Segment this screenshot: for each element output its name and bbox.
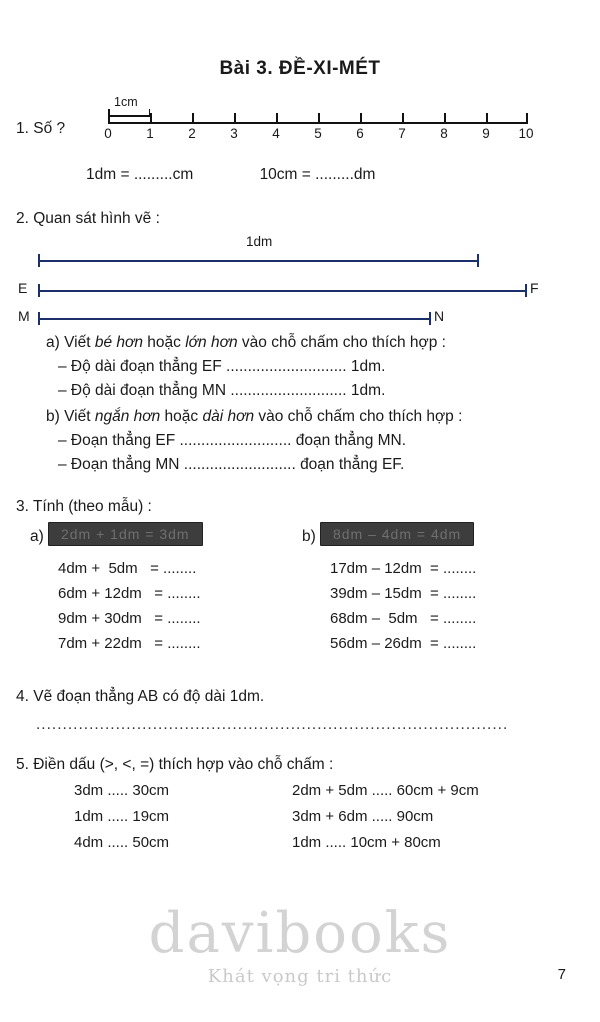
exercise-3-column-b bbox=[302, 524, 476, 652]
watermark-brand: davibooks bbox=[148, 901, 452, 966]
exercise-3 bbox=[0, 498, 600, 652]
segment-ef-tick-right bbox=[525, 284, 527, 297]
ex2a-italic-2: lớn hơn bbox=[185, 334, 238, 351]
ruler-tick-label: 10 bbox=[518, 126, 534, 141]
reference-tick-right bbox=[477, 254, 479, 267]
exercise-5a-row: 1dm ..... 19cm bbox=[74, 808, 170, 825]
ruler-figure bbox=[78, 94, 534, 156]
exercise-5b-row: 1dm ..... 10cm + 80cm bbox=[292, 834, 441, 851]
exercise-5a-row: 3dm ..... 30cm bbox=[74, 782, 170, 799]
exercise-1 bbox=[0, 94, 600, 156]
segment-mn-tick-right bbox=[429, 312, 431, 325]
bracket-bar bbox=[108, 115, 150, 117]
ruler-tick-label: 3 bbox=[230, 126, 238, 141]
exercise-2b-prompt bbox=[46, 408, 600, 426]
exercise-5-label: 5. Điền dấu (>, <, =) thích hợp vào chỗ chấm : bbox=[16, 756, 334, 773]
point-label-m: M bbox=[18, 308, 30, 324]
exercise-5b-row: 3dm + 6dm ..... 90cm bbox=[292, 808, 434, 825]
ruler-tick-label: 9 bbox=[482, 126, 490, 141]
exercise-3b-letter: b) bbox=[302, 528, 316, 545]
ruler-tick bbox=[276, 113, 278, 122]
exercise-4-label: 4. Vẽ đoạn thẳng AB có độ dài 1dm. bbox=[16, 688, 265, 705]
ruler-tick bbox=[150, 113, 152, 122]
segment-mn bbox=[38, 318, 430, 320]
page-title: Bài 3. ĐỀ-XI-MÉT bbox=[219, 58, 381, 79]
exercise-1-equations bbox=[86, 166, 600, 184]
exercise-5-column-a bbox=[74, 782, 169, 860]
exercise-2-label: 2. Quan sát hình vẽ : bbox=[16, 210, 160, 227]
exercise-3a-letter: a) bbox=[30, 528, 44, 545]
exercise-2b-item-1: – Đoạn thẳng EF .......................... đoạn thẳng MN. bbox=[58, 432, 407, 449]
ruler-tick-label: 6 bbox=[356, 126, 364, 141]
exercise-2 bbox=[0, 210, 600, 474]
exercise-5b-row: 2dm + 5dm ..... 60cm + 9cm bbox=[292, 782, 479, 799]
exercise-3a-row: 7dm + 22dm = ........ bbox=[58, 635, 201, 652]
exercise-5a-row: 4dm ..... 50cm bbox=[74, 834, 170, 851]
ex2a-prefix: a) Viết bbox=[46, 334, 95, 351]
exercise-3b-sample: 8dm – 4dm = 4dm bbox=[320, 522, 474, 546]
watermark bbox=[0, 901, 600, 987]
point-label-n: N bbox=[434, 308, 445, 324]
equation-1dm-to-cm: 1dm = .........cm bbox=[86, 166, 194, 183]
ex2a-suffix: vào chỗ chấm cho thích hợp : bbox=[237, 334, 446, 351]
ex2a-mid: hoặc bbox=[143, 334, 186, 351]
ruler-tick-label: 4 bbox=[272, 126, 280, 141]
ruler-tick-label: 2 bbox=[188, 126, 196, 141]
figure-1dm-label: 1dm bbox=[246, 234, 273, 249]
ex2a-italic-1: bé hơn bbox=[94, 334, 143, 351]
exercise-2a-item-1: – Độ dài đoạn thẳng EF ............................ 1dm. bbox=[58, 358, 386, 375]
reference-segment bbox=[38, 260, 478, 262]
ruler-tick-label: 0 bbox=[104, 126, 112, 141]
exercise-3b-row: 39dm – 15dm = ........ bbox=[330, 585, 477, 602]
exercise-1-label: 1. Số ? bbox=[16, 120, 66, 137]
ruler-tick bbox=[486, 113, 488, 122]
ex2b-suffix: vào chỗ chấm cho thích hợp : bbox=[254, 408, 463, 425]
ruler-tick bbox=[402, 113, 404, 122]
exercise-3-column-a bbox=[30, 524, 203, 652]
ruler-tick-label: 7 bbox=[398, 126, 406, 141]
exercise-3b-row: 68dm – 5dm = ........ bbox=[330, 610, 477, 627]
segment-ef bbox=[38, 290, 526, 292]
exercise-3b-row: 56dm – 26dm = ........ bbox=[330, 635, 477, 652]
exercise-3a-row: 6dm + 12dm = ........ bbox=[58, 585, 201, 602]
point-label-f: F bbox=[530, 280, 539, 296]
worksheet-page bbox=[0, 58, 600, 1022]
one-cm-label: 1cm bbox=[114, 95, 138, 109]
ex2b-mid: hoặc bbox=[160, 408, 203, 425]
exercise-5-columns bbox=[18, 782, 578, 878]
exercise-3b-header bbox=[302, 524, 476, 548]
ex2b-italic-1: ngắn hơn bbox=[94, 408, 161, 425]
exercise-3-label: 3. Tính (theo mẫu) : bbox=[16, 498, 152, 515]
ruler-tick bbox=[234, 113, 236, 122]
exercise-3b-row: 17dm – 12dm = ........ bbox=[330, 560, 477, 577]
page-number: 7 bbox=[557, 966, 566, 983]
ruler-tick-label: 1 bbox=[146, 126, 154, 141]
exercise-3a-header bbox=[30, 524, 203, 548]
exercise-4 bbox=[0, 688, 600, 734]
exercise-3a-sample: 2dm + 1dm = 3dm bbox=[48, 522, 203, 546]
ruler-tick bbox=[360, 113, 362, 122]
ruler-tick bbox=[444, 113, 446, 122]
reference-tick-left bbox=[38, 254, 40, 267]
exercise-2b-item-2: – Đoạn thẳng MN .......................... đoạn thẳng EF. bbox=[58, 456, 405, 473]
ruler-tick bbox=[192, 113, 194, 122]
point-label-e: E bbox=[18, 280, 28, 296]
ruler-tick bbox=[108, 113, 110, 122]
ruler-tick-label: 5 bbox=[314, 126, 322, 141]
exercise-3a-row: 4dm + 5dm = ........ bbox=[58, 560, 197, 577]
ruler-tick bbox=[318, 113, 320, 122]
ex2b-prefix: b) Viết bbox=[46, 408, 95, 425]
watermark-tagline: Khát vọng tri thức bbox=[207, 966, 393, 987]
ruler-axis bbox=[104, 122, 534, 152]
ruler-tick bbox=[526, 113, 528, 122]
segment-mn-tick-left bbox=[38, 312, 40, 325]
equation-10cm-to-dm: 10cm = .........dm bbox=[259, 166, 376, 183]
segments-figure bbox=[18, 234, 538, 326]
segment-ef-tick-left bbox=[38, 284, 40, 297]
exercise-2a-prompt bbox=[46, 334, 600, 352]
exercise-4-answer-line[interactable]: ......................................................................................... bbox=[36, 716, 509, 733]
ruler-line bbox=[108, 122, 528, 124]
exercise-2a-item-2: – Độ dài đoạn thẳng MN ........................... 1dm. bbox=[58, 382, 386, 399]
ruler-tick-label: 8 bbox=[440, 126, 448, 141]
exercise-5 bbox=[0, 756, 600, 878]
exercise-5-column-b bbox=[292, 782, 479, 860]
ex2b-italic-2: dài hơn bbox=[202, 408, 255, 425]
one-cm-bracket bbox=[108, 95, 150, 118]
exercise-3a-row: 9dm + 30dm = ........ bbox=[58, 610, 201, 627]
